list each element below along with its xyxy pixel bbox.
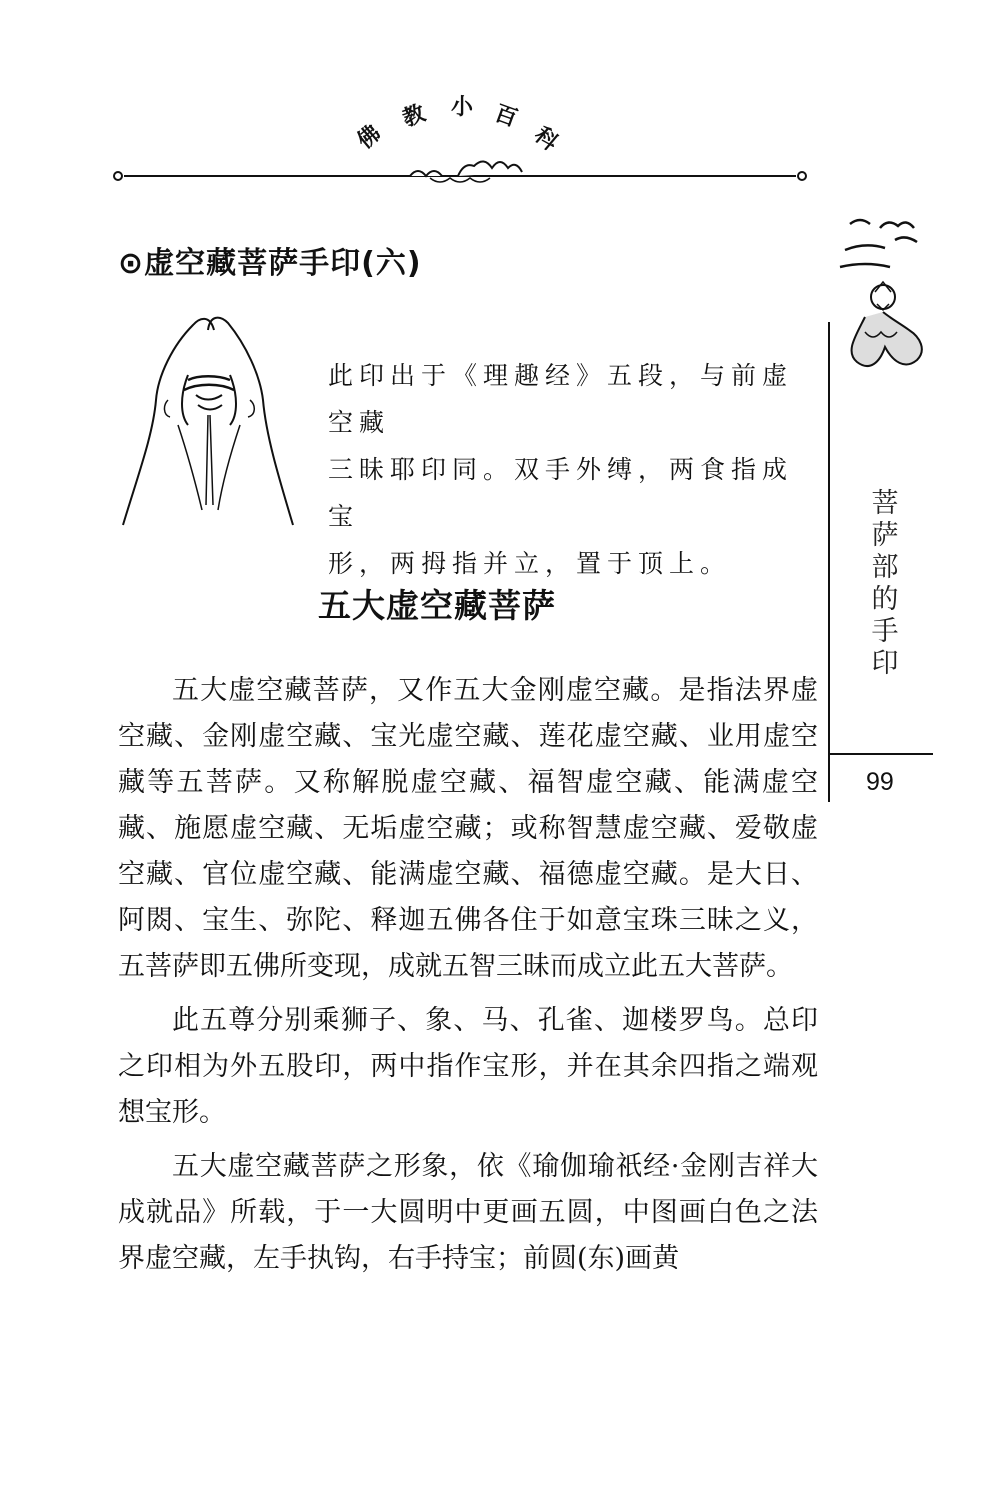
mudra-description-line: 此印出于《理趣经》五段，与前虚空藏 xyxy=(328,361,794,437)
mudra-hands-illustration xyxy=(118,305,298,530)
article-paragraph: 此五尊分别乘狮子、象、马、孔雀、迦楼罗鸟。总印之印相为外五股印，两中指作宝形，并在其余四指之端观想宝形。 xyxy=(118,1005,818,1128)
header-divider-ornament xyxy=(110,160,810,188)
series-title-char: 佛 xyxy=(352,119,386,155)
chapter-label-char: 菩 xyxy=(871,488,899,519)
series-title xyxy=(330,88,563,158)
series-title-char: 百 xyxy=(491,100,521,132)
chapter-label-char: 萨 xyxy=(871,520,899,551)
chapter-label-char: 印 xyxy=(871,648,899,679)
series-title-char: 小 xyxy=(451,94,474,120)
article-paragraph: 五大虚空藏菩萨，又作五大金刚虚空藏。是指法界虚空藏、金刚虚空藏、宝光虚空藏、莲花虚空藏、业用虚空藏等五菩萨。又称解脱虚空藏、福智虚空藏、能满虚空藏、施愿虚空藏、无垢虚空藏；或称智慧虚空藏、爱敬虚空藏、官位虚空藏、能满虚空藏、福德虚空藏。是大日、阿閦、宝生、弥陀、释迦五佛各住于如意宝珠三昧之义，五菩萨即五佛所变现，成就五智三昧而成立此五大菩萨。 xyxy=(118,675,818,982)
sidebar-vertical-rule xyxy=(828,322,830,802)
section-title: ⊙虚空藏菩萨手印(六) xyxy=(118,246,422,281)
series-title-char: 科 xyxy=(529,121,563,157)
sidebar-cloud-figure-ornament xyxy=(835,212,930,387)
page-number: 99 xyxy=(866,768,894,796)
mudra-description-line: 三昧耶印同。双手外缚，两食指成宝 xyxy=(328,455,794,531)
sidebar-horizontal-rule xyxy=(828,753,933,755)
article-body xyxy=(118,668,818,1290)
chapter-label-char: 手 xyxy=(871,616,899,647)
series-title-char: 教 xyxy=(399,100,429,132)
mudra-description xyxy=(328,352,818,587)
chapter-label-char: 的 xyxy=(871,584,899,615)
article-paragraph: 五大虚空藏菩萨之形象，依《瑜伽瑜祇经·金刚吉祥大成就品》所载，于一大圆明中更画五圆，中图画白色之法界虚空藏，左手执钩，右手持宝；前圆(东)画黄 xyxy=(118,1151,818,1274)
chapter-label xyxy=(867,488,903,680)
chapter-label-char: 部 xyxy=(871,552,899,583)
article-title: 五大虚空藏菩萨 xyxy=(318,586,556,625)
mudra-description-line: 形，两拇指并立，置于顶上。 xyxy=(328,549,732,578)
